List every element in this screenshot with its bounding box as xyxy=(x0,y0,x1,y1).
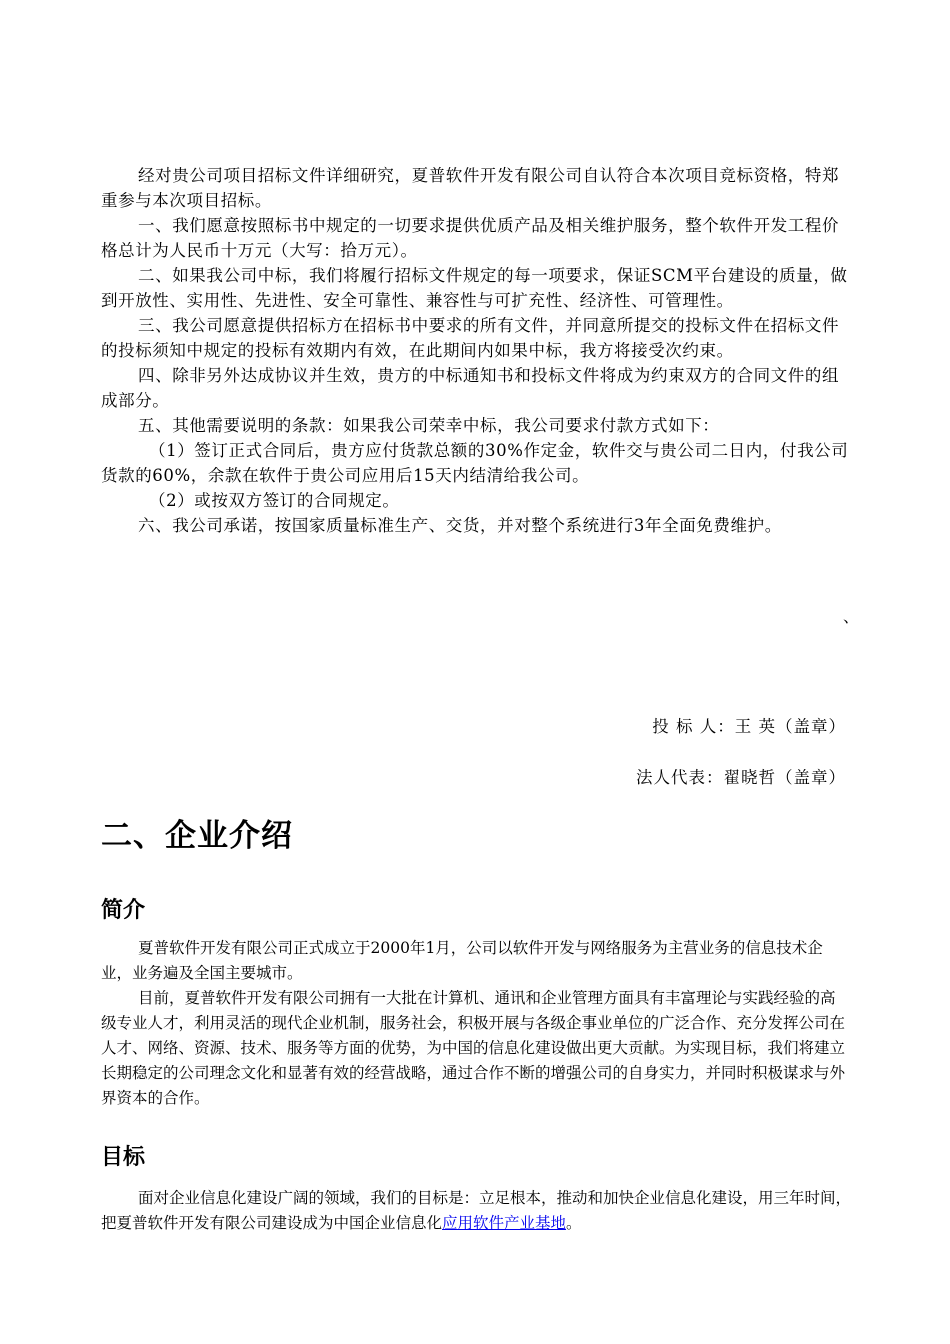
goal-heading: 目标 xyxy=(101,1145,146,1170)
stray-mark: 、 xyxy=(843,607,860,626)
goal-paragraph xyxy=(101,1186,853,1236)
industry-base-link[interactable]: 应用软件产业基地 xyxy=(442,1214,567,1232)
bid-paragraph: 三、我公司愿意提供招标方在招标书中要求的所有文件，并同意所提交的投标文件在招标文件的投标须知中规定的投标有效期内有效，在此期间内如果中标，我方将接受次约束。 xyxy=(101,316,840,360)
goal-end: 。 xyxy=(566,1214,582,1232)
payment-term-2: （2）或按双方签订的合同规定。 xyxy=(149,491,400,510)
intro-paragraph: 夏普软件开发有限公司正式成立于2000年1月，公司以软件开发与网络服务为主营业务的信息技术企业，业务遍及全国主要城市。 xyxy=(101,939,823,982)
legal-rep-signature: 法人代表：翟晓哲（盖章） xyxy=(636,768,846,787)
bid-letter xyxy=(101,163,850,538)
bid-paragraph: 经对贵公司项目招标文件详细研究，夏普软件开发有限公司自认符合本次项目竞标资格，特郑重参与本次项目招标。 xyxy=(101,166,840,210)
bid-paragraph: 四、除非另外达成协议并生效，贵方的中标通知书和投标文件将成为约束双方的合同文件的组成部分。 xyxy=(101,366,840,410)
payment-term-1: （1）签订正式合同后，贵方应付货款总额的30%作定金，软件交与贵公司二日内，付我公司货款的60%，余款在软件于贵公司应用后15天内结清给我公司。 xyxy=(101,441,849,485)
intro-body xyxy=(101,936,846,1111)
bid-paragraph: 二、如果我公司中标，我们将履行招标文件规定的每一项要求，保证SCM平台建设的质量，做到开放性、实用性、先进性、安全可靠性、兼容性与可扩充性、经济性、可管理性。 xyxy=(101,266,848,310)
bid-paragraph: 五、其他需要说明的条款：如果我公司荣幸中标，我公司要求付款方式如下： xyxy=(138,416,720,435)
bid-paragraph: 一、我们愿意按照标书中规定的一切要求提供优质产品及相关维护服务，整个软件开发工程价格总计为人民币十万元（大写：拾万元）。 xyxy=(101,216,840,260)
bid-paragraph: 六、我公司承诺，按国家质量标准生产、交货，并对整个系统进行3年全面免费维护。 xyxy=(138,516,782,535)
bidder-signature: 投 标 人：王 英（盖章） xyxy=(652,717,846,736)
intro-heading: 简介 xyxy=(101,898,146,923)
goal-body xyxy=(101,1186,853,1236)
intro-paragraph: 目前，夏普软件开发有限公司拥有一大批在计算机、通讯和企业管理方面具有丰富理论与实践经验的高级专业人才，利用灵活的现代企业机制，服务社会，积极开展与各级企事业单位的广泛合作、充分发挥公司在人才、网络、资源、技术、服务等方面的优势，为中国的信息化建设做出更大贡献。为实现目标，我们将建立长期稳定的公司理念文化和显著有效的经营战略，通过合作不断的增强公司的自身实力，并同时积极谋求与外界资本的合作。 xyxy=(101,989,846,1107)
section-heading: 二、企业介绍 xyxy=(101,818,293,854)
goal-text: 面对企业信息化建设广阔的领域，我们的目标是：立足根本，推动和加快企业信息化建设，用三年时间，把夏普软件开发有限公司建设成为中国企业信息化 xyxy=(101,1189,852,1232)
